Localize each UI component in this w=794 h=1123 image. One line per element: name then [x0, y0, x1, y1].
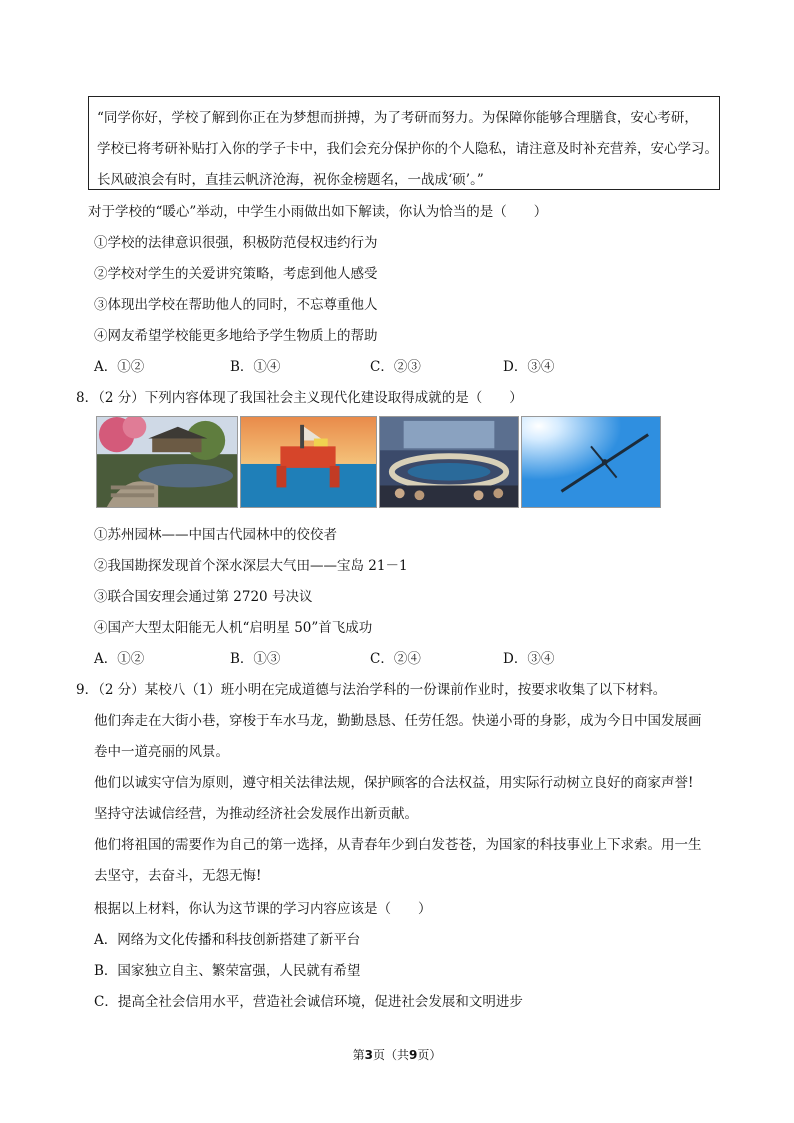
q8-statement-1: ①苏州园林——中国古代园林中的佼佼者 [94, 527, 337, 543]
q8-options [94, 647, 654, 667]
q8-stem: 8．（2 分）下列内容体现了我国社会主义现代化建设取得成就的是（ ） [76, 390, 523, 406]
solar-drone-photo [521, 416, 661, 508]
q8-statement-2: ②我国勘探发现首个深水深层大气田——宝岛 21－1 [94, 558, 408, 574]
q7-option-a[interactable]: A．①② [94, 359, 145, 375]
quote-line: 学校已将考研补贴打入你的学子卡中，我们会充分保护你的个人隐私，请注意及时补充营养，安心学习。 [97, 141, 718, 157]
q9-option-c[interactable]: C．提高全社会信用水平，营造社会诚信环境，促进社会发展和文明进步 [94, 994, 523, 1010]
q9-question: 根据以上材料，你认为这节课的学习内容应该是（ ） [94, 901, 432, 917]
q9-stem: 9．（2 分）某校八（1）班小明在完成道德与法治学科的一份课前作业时，按要求收集了以下材料。 [76, 682, 667, 698]
total-pages: 9 [409, 1048, 418, 1062]
q8-statement-4: ④国产大型太阳能无人机“启明星 50”首飞成功 [94, 620, 373, 636]
footer-prefix: 第 [352, 1048, 365, 1062]
gas-platform-photo [240, 416, 377, 508]
q8-option-b[interactable]: B．①③ [230, 651, 281, 667]
suzhou-garden-photo [96, 416, 238, 508]
q9-material-line: 卷中一道亮丽的风景。 [94, 744, 229, 760]
q9-option-a[interactable]: A．网络为文化传播和科技创新搭建了新平台 [94, 932, 361, 948]
footer-middle: 页（共 [372, 1048, 409, 1062]
q7-statement-2: ②学校对学生的关爱讲究策略，考虑到他人感受 [94, 266, 378, 282]
q7-statement-4: ④网友希望学校能更多地给予学生物质上的帮助 [94, 328, 378, 344]
q9-material-line: 去坚守，去奋斗，无怨无悔! [94, 868, 262, 884]
page-footer [0, 1046, 794, 1063]
q9-option-b[interactable]: B．国家独立自主、繁荣富强，人民就有希望 [94, 963, 361, 979]
q8-option-c[interactable]: C．②④ [370, 651, 421, 667]
q7-option-d[interactable]: D．③④ [503, 359, 555, 375]
un-security-council-photo [379, 416, 519, 508]
q9-material-line: 坚持守法诚信经营，为推动经济社会发展作出新贡献。 [94, 806, 418, 822]
q9-material-line: 他们将祖国的需要作为自己的第一选择，从青春年少到白发苍苍，为国家的科技事业上下求索。用一生 [94, 837, 702, 853]
q8-option-d[interactable]: D．③④ [503, 651, 555, 667]
q9-material-line: 他们以诚实守信为原则，遵守相关法律法规，保护顾客的合法权益，用实际行动树立良好的商家声誉! [94, 775, 694, 791]
page-number: 3 [364, 1048, 373, 1062]
quote-line: “同学你好，学校了解到你正在为梦想而拼搏，为了考研而努力。为保障你能够合理膳食，安心考研， [97, 110, 698, 126]
footer-suffix: 页） [417, 1048, 442, 1062]
quote-box [88, 96, 720, 190]
q8-option-a[interactable]: A．①② [94, 651, 145, 667]
quote-line: 长风破浪会有时，直挂云帆济沧海，祝你金榜题名，一战成‘硕’。” [97, 172, 484, 188]
q7-options [94, 355, 654, 375]
q7-statement-1: ①学校的法律意识很强，积极防范侵权违约行为 [94, 235, 378, 251]
q9-material-line: 他们奔走在大街小巷，穿梭于车水马龙，勤勤恳恳、任劳任怨。快递小哥的身影，成为今日中国发展画 [94, 713, 702, 729]
q7-option-c[interactable]: C．②③ [370, 359, 421, 375]
q7-option-b[interactable]: B．①④ [230, 359, 281, 375]
q7-stem: 对于学校的“暖心”举动，中学生小雨做出如下解读，你认为恰当的是（ ） [88, 204, 548, 220]
q7-statement-3: ③体现出学校在帮助他人的同时，不忘尊重他人 [94, 297, 378, 313]
q8-statement-3: ③联合国安理会通过第 2720 号决议 [94, 589, 313, 605]
